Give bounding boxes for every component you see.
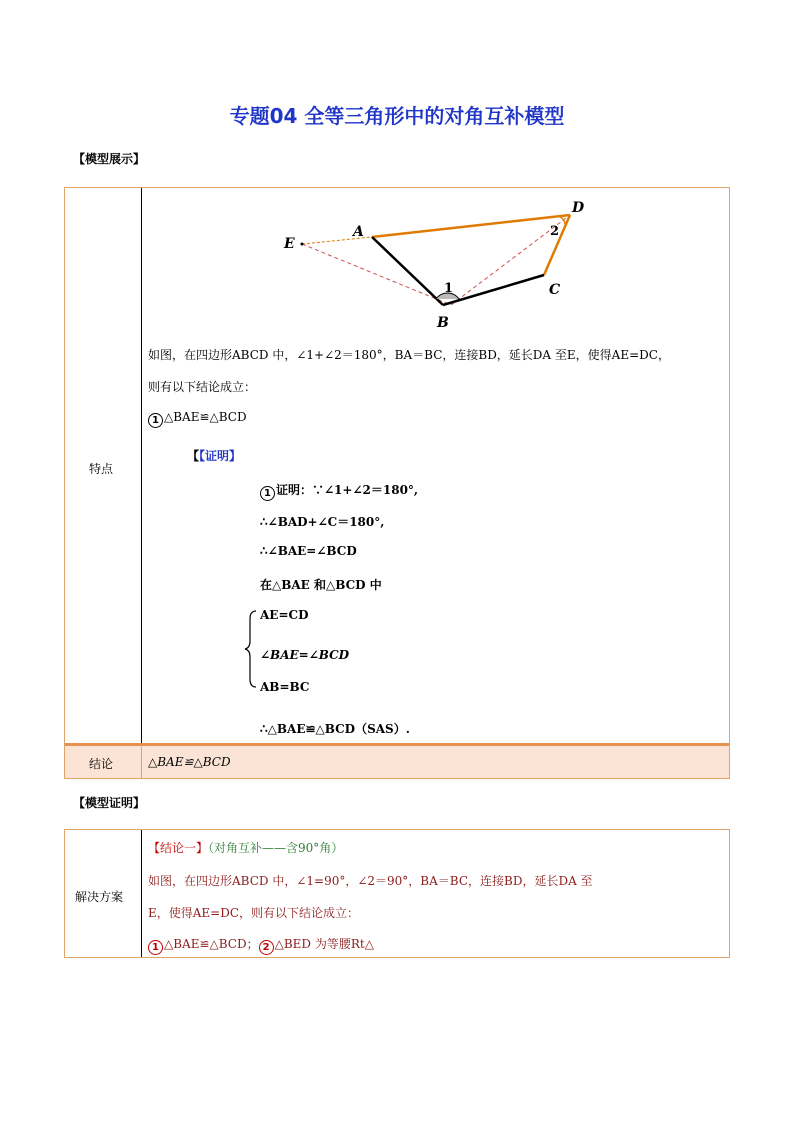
label-e: E: [284, 236, 295, 252]
solution-line-2: E，使得AE=DC，则有以下结论成立：: [148, 906, 360, 920]
row-label-solution: 解决方案: [75, 890, 124, 904]
proof-heading: 【【证明】: [187, 449, 242, 463]
circled-number-1: 1: [148, 413, 163, 428]
brace-icon: [243, 609, 261, 689]
column-divider: [141, 830, 142, 957]
model-proof-table: [64, 829, 730, 958]
proof-condition-1: AE=CD: [260, 608, 309, 622]
segment-bc: [443, 275, 544, 305]
proof-condition-2: ∠BAE=∠BCD: [260, 648, 350, 662]
conclusion-text: △BAE≌△BCD: [148, 755, 231, 769]
proof-line-3: ∴∠BAE=∠BCD: [260, 544, 357, 558]
conclusion-item: 1 △BAE≌△BCD: [148, 410, 247, 428]
description-line-2: 则有以下结论成立：: [148, 380, 257, 394]
circled-number-1: 1: [148, 940, 163, 955]
proof-condition-3: AB=BC: [260, 680, 310, 694]
page-title: 专题04 全等三角形中的对角互补模型: [229, 104, 565, 128]
label-d: D: [572, 200, 585, 216]
label-b: B: [437, 315, 449, 331]
row-label-features: 特点: [89, 462, 114, 476]
proof-result: ∴△BAE≌△BCD（SAS）.: [260, 722, 410, 736]
label-a: A: [353, 224, 364, 240]
column-divider-2: [141, 746, 142, 778]
segment-ab: [372, 237, 443, 305]
column-divider: [141, 188, 142, 744]
circled-number-1: 1: [260, 486, 275, 501]
conclusion-one-heading: 【结论一】（对角互补——含90°角）: [148, 841, 344, 855]
row-label-conclusion: 结论: [89, 757, 114, 771]
solution-conclusions: 1 △BAE≌△BCD； 2 △BED 为等腰Rt△: [148, 935, 374, 955]
quadrilateral-figure: [265, 196, 595, 331]
proof-line-2: ∴∠BAD+∠C＝180°,: [260, 515, 385, 529]
solution-line-1: 如图，在四边形ABCD 中，∠1=90°，∠2＝90°，BA＝BC，连接BD，延长DA 至: [148, 874, 593, 888]
label-c: C: [549, 282, 561, 298]
circled-number-2: 2: [259, 940, 274, 955]
proof-line-4: 在△BAE 和△BCD 中: [260, 578, 382, 592]
label-angle-1: 1: [444, 281, 454, 296]
model-display-table: [64, 187, 730, 779]
angle-2-arc: [560, 217, 565, 224]
label-angle-2: 2: [550, 224, 560, 239]
point-e: [301, 243, 304, 246]
description-line-1: 如图，在四边形ABCD 中，∠1+∠2＝180°，BA＝BC，连接BD，延长DA 至E，使得AE=DC，: [148, 348, 670, 362]
segment-ad: [372, 215, 570, 237]
section-heading-model-display: 【模型展示】: [73, 152, 146, 166]
segment-eb: [302, 244, 454, 305]
proof-line-1: 1 证明：∵∠1+∠2＝180°,: [260, 481, 418, 501]
section-heading-model-proof: 【模型证明】: [73, 796, 146, 810]
